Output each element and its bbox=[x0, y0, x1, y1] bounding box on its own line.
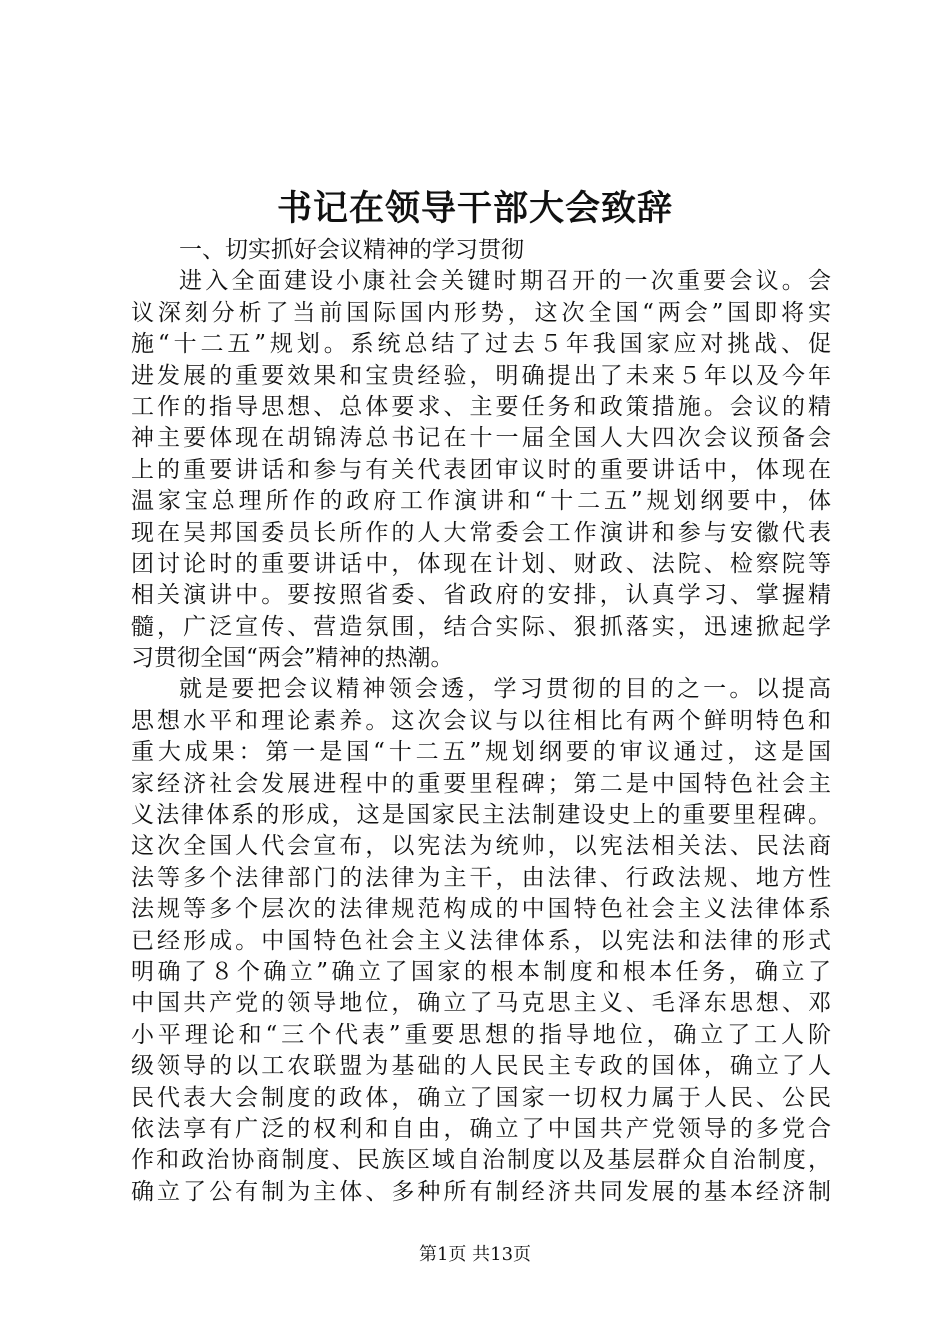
paragraph-line: 义法律体系的形成，这是国家民主法制建设史上的重要里程碑。 bbox=[131, 802, 831, 829]
paragraph-line: 确立了公有制为主体、多种所有制经济共同发展的基本经济制 bbox=[131, 1178, 831, 1205]
document-body bbox=[131, 235, 831, 1208]
paragraph-line: 思想水平和理论素养。这次会议与以往相比有两个鲜明特色和 bbox=[131, 707, 831, 734]
paragraph-line: 进发展的重要效果和宝贵经验，明确提出了未来５年以及今年 bbox=[131, 362, 831, 389]
paragraph-line: 神主要体现在胡锦涛总书记在十一届全国人大四次会议预备会 bbox=[131, 425, 831, 452]
document-title: 书记在领导干部大会致辞 bbox=[276, 188, 673, 229]
paragraph-line: 已经形成。中国特色社会主义法律体系，以宪法和法律的形式 bbox=[131, 927, 831, 954]
paragraph-1 bbox=[131, 266, 831, 674]
paragraph-line: 重大成果：第一是国“十二五”规划纲要的审议通过，这是国 bbox=[131, 739, 831, 766]
paragraph-line: 议深刻分析了当前国际国内形势，这次全国“两会”国即将实 bbox=[131, 299, 831, 326]
paragraph-line: 明确了８个确立”确立了国家的根本制度和根本任务，确立了 bbox=[131, 958, 831, 985]
page-number-footer: 第1页 共13页 bbox=[418, 1244, 532, 1265]
paragraph-line: 现在吴邦国委员长所作的人大常委会工作演讲和参与安徽代表 bbox=[131, 519, 831, 546]
paragraph-line: 法规等多个层次的法律规范构成的中国特色社会主义法律体系 bbox=[131, 896, 831, 923]
paragraph-line: 小平理论和“三个代表”重要思想的指导地位，确立了工人阶 bbox=[131, 1021, 831, 1048]
paragraph-line: 髓，广泛宣传、营造氛围，结合实际、狠抓落实，迅速掀起学 bbox=[131, 613, 831, 640]
paragraph-line: 依法享有广泛的权利和自由，确立了中国共产党领导的多党合 bbox=[131, 1115, 831, 1142]
paragraph-line: 就是要把会议精神领会透，学习贯彻的目的之一。以提高 bbox=[179, 676, 831, 703]
paragraph-line: 进入全面建设小康社会关键时期召开的一次重要会议。会 bbox=[179, 268, 831, 295]
paragraph-line: 习贯彻全国“两会”精神的热潮。 bbox=[131, 645, 454, 672]
paragraph-line: 中国共产党的领导地位，确立了马克思主义、毛泽东思想、邓 bbox=[131, 990, 831, 1017]
paragraph-line: 温家宝总理所作的政府工作演讲和“十二五”规划纲要中，体 bbox=[131, 488, 831, 515]
paragraph-line: 工作的指导思想、总体要求、主要任务和政策措施。会议的精 bbox=[131, 393, 831, 420]
paragraph-line: 这次全国人代会宣布，以宪法为统帅，以宪法相关法、民法商 bbox=[131, 833, 831, 860]
paragraph-2 bbox=[131, 674, 831, 1208]
paragraph-line: 相关演讲中。要按照省委、省政府的安排，认真学习、掌握精 bbox=[131, 582, 831, 609]
paragraph-line: 法等多个法律部门的法律为主干，由法律、行政法规、地方性 bbox=[131, 864, 831, 891]
section-heading: 一、切实抓好会议精神的学习贯彻 bbox=[179, 237, 524, 263]
paragraph-line: 民代表大会制度的政体，确立了国家一切权力属于人民、公民 bbox=[131, 1084, 831, 1111]
paragraph-line: 作和政治协商制度、民族区域自治制度以及基层群众自治制度， bbox=[131, 1147, 831, 1174]
paragraph-line: 级领导的以工农联盟为基础的人民民主专政的国体，确立了人 bbox=[131, 1053, 831, 1080]
paragraph-line: 上的重要讲话和参与有关代表团审议时的重要讲话中，体现在 bbox=[131, 456, 831, 483]
paragraph-line: 施“十二五”规划。系统总结了过去５年我国家应对挑战、促 bbox=[131, 331, 831, 358]
paragraph-line: 家经济社会发展进程中的重要里程碑；第二是中国特色社会主 bbox=[131, 770, 831, 797]
paragraph-line: 团讨论时的重要讲话中，体现在计划、财政、法院、检察院等 bbox=[131, 550, 831, 577]
